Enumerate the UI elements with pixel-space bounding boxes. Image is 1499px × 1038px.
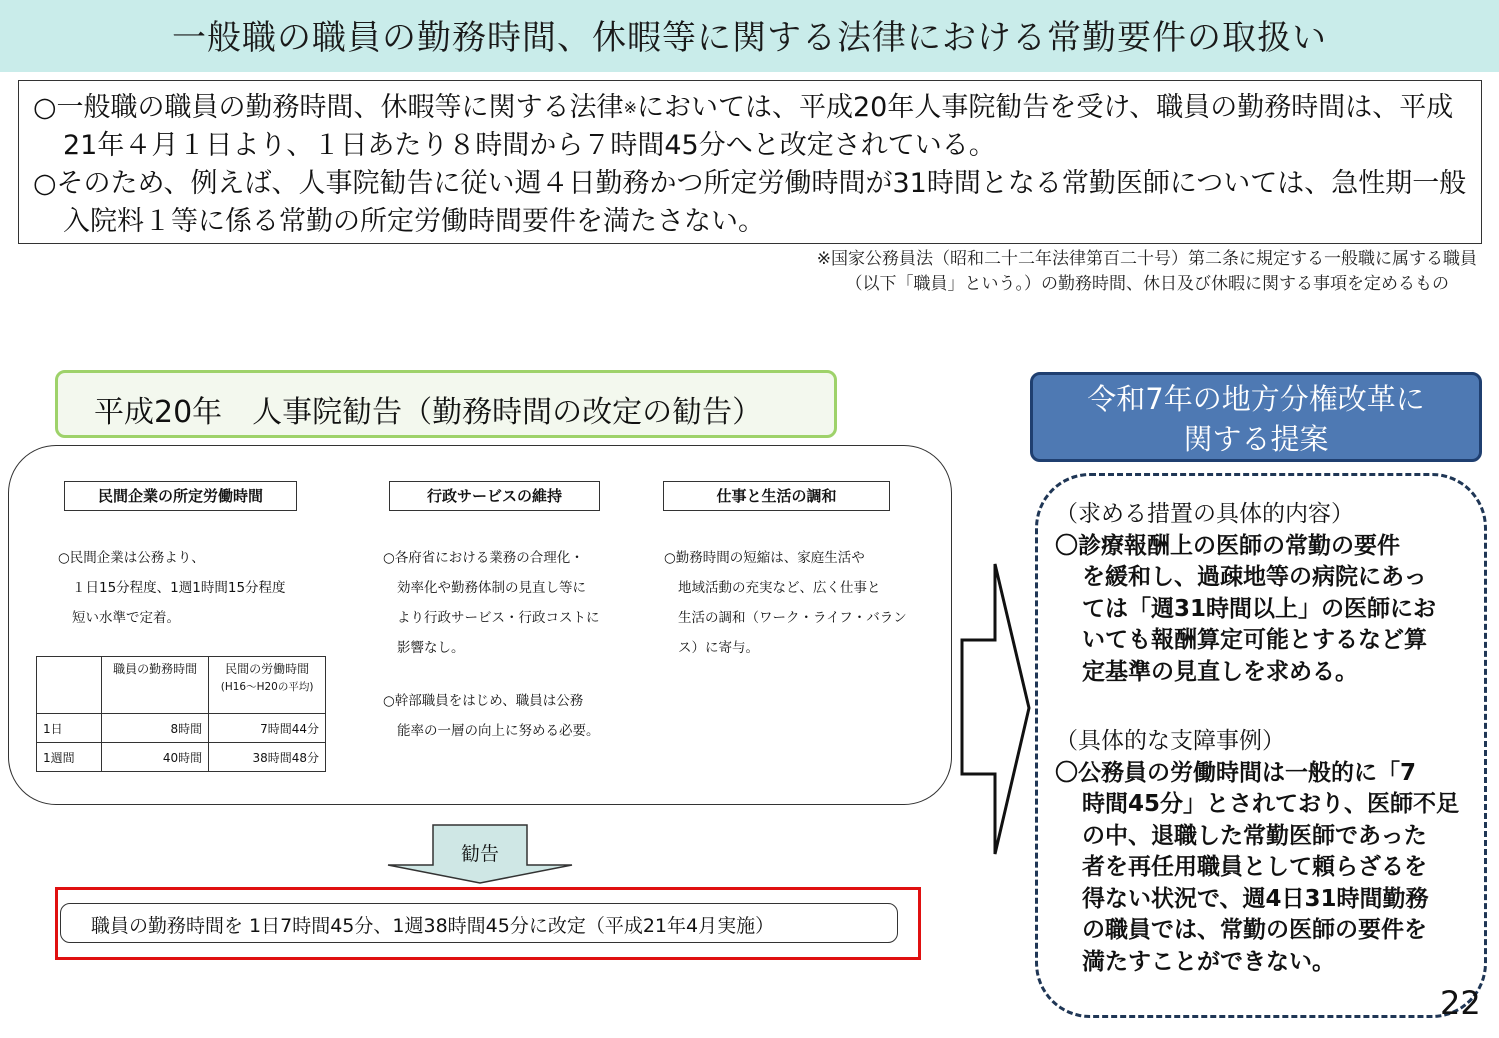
page-number: 22 — [1440, 984, 1481, 1022]
measures-heading: （求める措置の具体的内容） — [1055, 501, 1354, 527]
result-box — [60, 903, 898, 943]
footnote-line-1: ※国家公務員法（昭和二十二年法律第百二十号）第二条に規定する一般職に属する職員 — [816, 249, 1477, 269]
measures-line: 定基準の見直しを求める。 — [1082, 658, 1358, 685]
arrow-label: 勧告 — [460, 843, 499, 865]
table-header-private — [209, 657, 326, 714]
intro-paragraph-1-rest: においては、平成20年人事院勧告を受け、職員の勤務時間は、平成21年４月１日より、１日あたり８時間から７時間45分へと改定されている。 — [63, 92, 1454, 161]
cases-heading: （具体的な支障事例） — [1055, 728, 1285, 754]
page-title: 一般職の職員の勤務時間、休暇等に関する法律における常勤要件の取扱い — [172, 18, 1327, 58]
footnote-line-2: （以下「職員」という。）の勤務時間、休日及び休暇に関する事項を定めるもの — [845, 274, 1449, 294]
cases-line: 〇公務員の労働時間は一般的に「7 — [1055, 759, 1417, 786]
header-bar — [0, 0, 1499, 72]
measures-line: いても報酬算定可能とするなど算 — [1082, 627, 1427, 653]
cases-line: の職員では、常勤の医師の要件を — [1082, 917, 1427, 943]
intro-box — [18, 80, 1482, 244]
text-line: 能率の一層の向上に努める必要。 — [397, 723, 600, 739]
result-text: 職員の勤務時間を 1日7時間45分、1週38時間45分に改定（平成21年4月実施） — [91, 915, 775, 937]
intro-paragraph-1-start: ○一般職の職員の勤務時間、休暇等に関する法律 — [33, 92, 624, 123]
table-cell-staff: 8時間 — [102, 714, 209, 743]
cases-line: の中、退職した常勤医師であった — [1082, 822, 1427, 849]
cases-line: 時間45分」とされており、医師不足 — [1082, 791, 1460, 817]
private-hours-text — [58, 543, 358, 633]
table-cell-label: 1日 — [37, 714, 102, 743]
text-line: 影響なし。 — [397, 640, 465, 656]
table-cell-private: 7時間44分 — [209, 714, 326, 743]
table-row — [37, 714, 326, 743]
recommendation-title-box — [55, 370, 837, 438]
text-line: 短い水準で定着。 — [72, 610, 180, 626]
admin-service-text-2 — [383, 686, 653, 746]
intro-paragraph-2: ○そのため、例えば、人事院勧告に従い週４日勤務かつ所定労働時間が31時間となる常勤医師については、急性期一般入院料１等に係る常勤の所定労働時間要件を満たさない。 — [33, 168, 1467, 237]
cases-section — [1055, 726, 1487, 978]
measures-line: を緩和し、過疎地等の病院にあっ — [1082, 564, 1427, 590]
recommendation-title: 平成20年 人事院勧告（勤務時間の改定の勧告） — [94, 395, 763, 430]
table-cell-private: 38時間48分 — [209, 743, 326, 772]
table-cell-label: 1週間 — [37, 743, 102, 772]
footnote — [817, 247, 1477, 297]
measures-section — [1055, 499, 1487, 688]
text-line: １日15分程度、1週1時間15分程度 — [72, 580, 286, 596]
table-corner-cell — [37, 657, 102, 714]
text-line: ○勤務時間の短縮は、家庭生活や — [664, 550, 865, 566]
measures-line: ては「週31時間以上」の医師にお — [1082, 595, 1437, 622]
text-line: 効率化や勤務体制の見直し等に — [397, 580, 586, 596]
text-line: ○幹部職員をはじめ、職員は公務 — [383, 693, 584, 709]
text-line: 地域活動の充実など、広く仕事と — [678, 580, 881, 596]
cases-line: 得ない状況で、週4日31時間勤務 — [1082, 885, 1429, 912]
table-header-private-note: (H16〜H20の平均) — [220, 681, 314, 693]
table-row — [37, 743, 326, 772]
table-cell-staff: 40時間 — [102, 743, 209, 772]
proposal-title-line-1: 令和7年の地方分権改革に — [1087, 382, 1425, 416]
work-life-text — [664, 543, 934, 663]
table-header-row — [37, 657, 326, 714]
proposal-title-line-2: 関する提案 — [1183, 422, 1329, 456]
hours-table — [36, 656, 326, 772]
cases-line: 者を再任用職員として頼らざるを — [1082, 854, 1427, 880]
table-header-private-label: 民間の労働時間 — [225, 662, 310, 676]
admin-service-heading: 行政サービスの維持 — [389, 481, 600, 511]
measures-line: 〇診療報酬上の医師の常勤の要件 — [1055, 532, 1400, 559]
cases-line: 満たすことができない。 — [1082, 948, 1335, 975]
text-line: ○民間企業は公務より、 — [58, 550, 205, 566]
right-arrow-icon — [955, 560, 1035, 860]
text-line: より行政サービス・行政コストに — [397, 610, 600, 626]
work-life-heading: 仕事と生活の調和 — [663, 481, 890, 511]
table-header-staff: 職員の勤務時間 — [102, 657, 209, 714]
intro-paragraph-1 — [33, 89, 1467, 165]
text-line: ス）に寄与。 — [678, 640, 759, 656]
proposal-title-box — [1030, 372, 1482, 462]
admin-service-text — [383, 543, 653, 663]
text-line: 生活の調和（ワーク・ライフ・バラン — [678, 610, 907, 626]
text-line: ○各府省における業務の合理化・ — [383, 550, 584, 566]
footnote-mark: ※ — [623, 98, 637, 117]
private-hours-heading: 民間企業の所定労働時間 — [64, 481, 297, 511]
